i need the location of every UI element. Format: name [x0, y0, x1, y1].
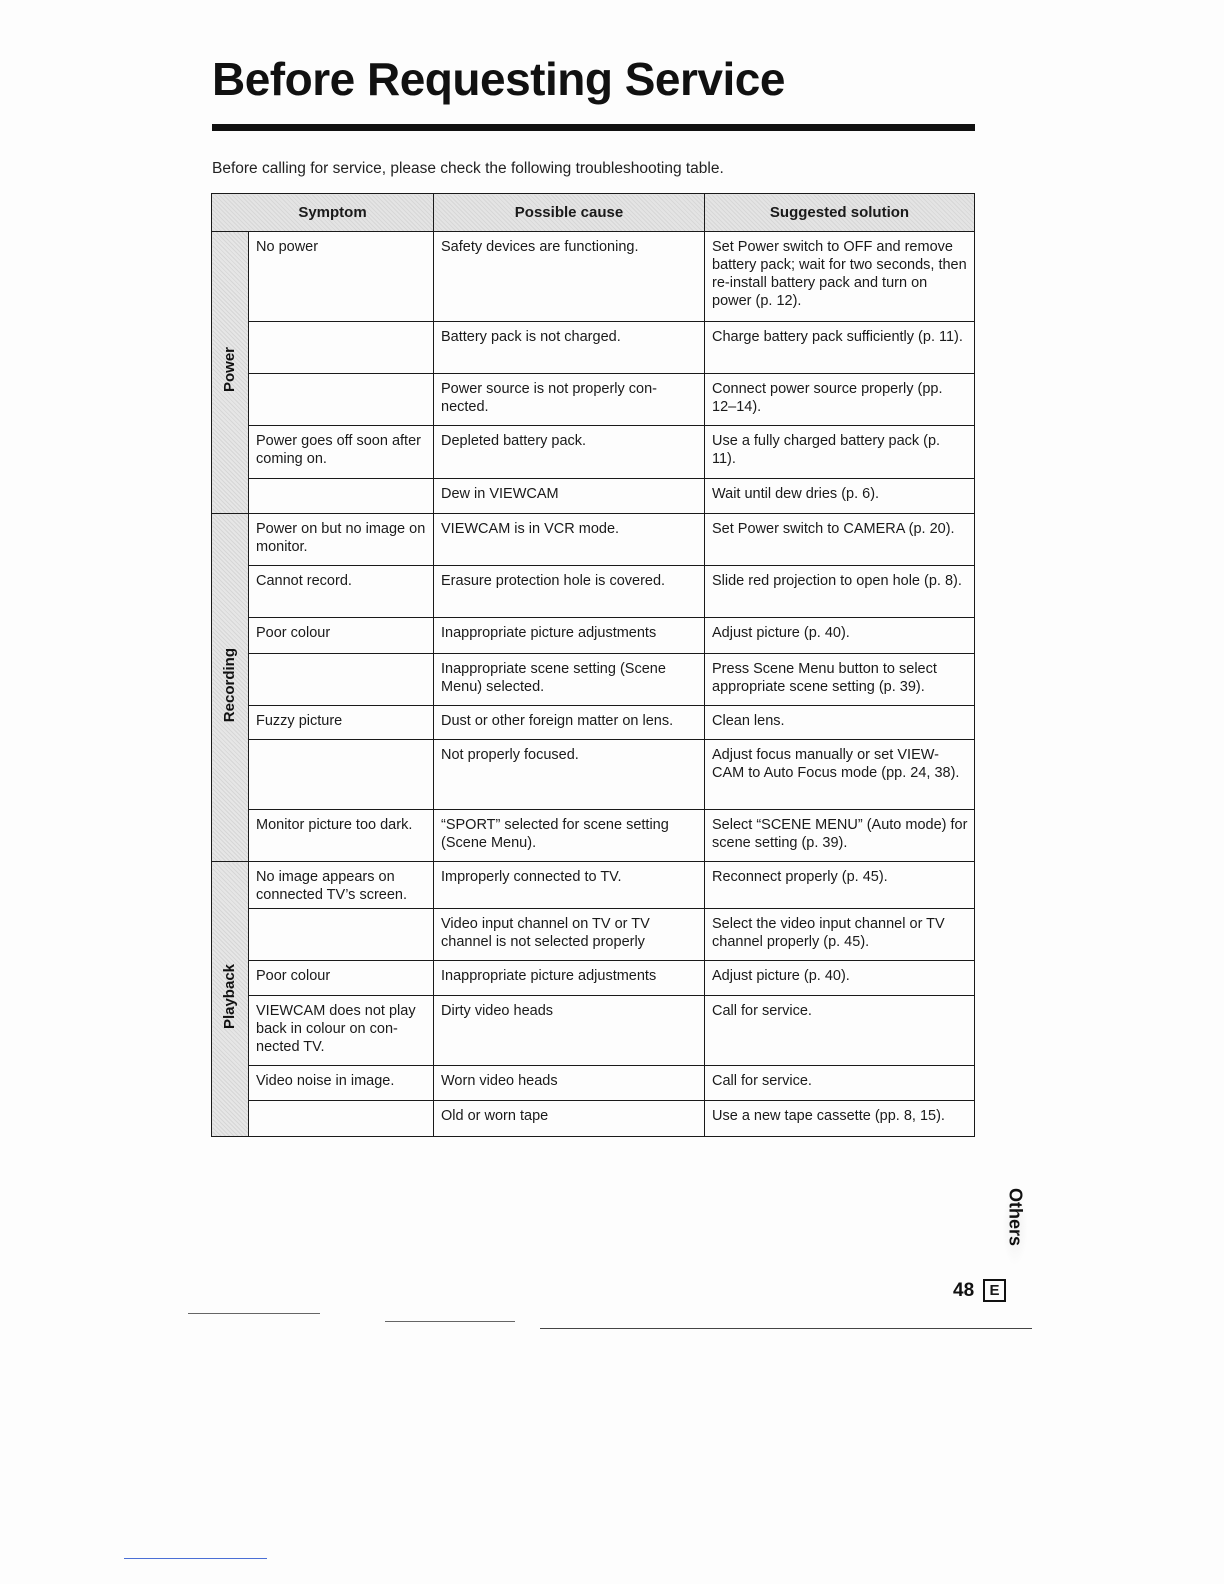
- symptom-cell: [249, 1101, 434, 1137]
- cause-cell: Inappropriate picture adjustments: [434, 961, 705, 996]
- solution-cell: Adjust focus manually or set VIEW-CAM to Auto Focus mode (pp. 24, 38).: [705, 740, 975, 810]
- table-row: [212, 961, 975, 996]
- table-row: [212, 426, 975, 479]
- table-row: [212, 810, 975, 862]
- symptom-cell: Video noise in image.: [249, 1066, 434, 1101]
- solution-cell: Use a fully charged battery pack (p. 11).: [705, 426, 975, 479]
- solution-cell: Adjust picture (p. 40).: [705, 618, 975, 654]
- cause-cell: Old or worn tape: [434, 1101, 705, 1137]
- cause-cell: Depleted battery pack.: [434, 426, 705, 479]
- solution-cell: Connect power source properly (pp. 12–14).: [705, 374, 975, 426]
- symptom-cell: [249, 740, 434, 810]
- intro-text: Before calling for service, please check the following troubleshooting table.: [212, 160, 724, 177]
- cause-cell: Dirty video heads: [434, 996, 705, 1066]
- section-recording: [212, 514, 249, 862]
- cause-cell: Battery pack is not charged.: [434, 322, 705, 374]
- solution-cell: Call for service.: [705, 1066, 975, 1101]
- header-symptom-label: Symptom: [298, 203, 367, 221]
- scan-artifact-line: [540, 1328, 1032, 1329]
- table-row: [212, 566, 975, 618]
- solution-cell: Reconnect properly (p. 45).: [705, 862, 975, 909]
- troubleshooting-table: [211, 193, 975, 1137]
- language-badge: E: [983, 1279, 1006, 1302]
- cause-cell: Inappropriate scene setting (Scene Menu) selected.: [434, 654, 705, 706]
- table-row: [212, 706, 975, 740]
- scan-artifact-line: [124, 1558, 267, 1559]
- table-row: [212, 654, 975, 706]
- solution-cell: Select “SCENE MENU” (Auto mode) for scene setting (p. 39).: [705, 810, 975, 862]
- section-playback: [212, 862, 249, 1137]
- section-tab: [1002, 1188, 1028, 1266]
- cause-cell: VIEWCAM is in VCR mode.: [434, 514, 705, 566]
- cause-cell: Safety devices are functioning.: [434, 232, 705, 322]
- cause-cell: Improperly connected to TV.: [434, 862, 705, 909]
- solution-cell: Set Power switch to OFF and remove battery pack; wait for two seconds, then re-install battery pack and turn on power (p. 12).: [705, 232, 975, 322]
- symptom-cell: [249, 909, 434, 961]
- symptom-cell: Monitor picture too dark.: [249, 810, 434, 862]
- solution-cell: Set Power switch to CAMERA (p. 20).: [705, 514, 975, 566]
- table-row: [212, 1101, 975, 1137]
- symptom-cell: No image appears on connected TV’s screen.: [249, 862, 434, 909]
- cause-cell: “SPORT” selected for scene setting (Scene Menu).: [434, 810, 705, 862]
- section-power: [212, 232, 249, 514]
- solution-cell: Clean lens.: [705, 706, 975, 740]
- solution-cell: Press Scene Menu button to select appropriate scene setting (p. 39).: [705, 654, 975, 706]
- cause-cell: Erasure protection hole is covered.: [434, 566, 705, 618]
- cause-cell: Worn video heads: [434, 1066, 705, 1101]
- scan-artifact-line: [188, 1313, 320, 1314]
- cause-cell: Inappropriate picture adjustments: [434, 618, 705, 654]
- cause-cell: Video input channel on TV or TV channel is not selected properly: [434, 909, 705, 961]
- header-solution: Suggested solution: [705, 194, 975, 232]
- solution-cell: Select the video input channel or TV channel properly (p. 45).: [705, 909, 975, 961]
- solution-cell: Call for service.: [705, 996, 975, 1066]
- table-row: [212, 862, 975, 909]
- symptom-cell: Fuzzy picture: [249, 706, 434, 740]
- table-row: [212, 374, 975, 426]
- cause-cell: Dew in VIEWCAM: [434, 479, 705, 514]
- solution-cell: Charge battery pack sufficiently (p. 11).: [705, 322, 975, 374]
- symptom-cell: [249, 654, 434, 706]
- page-number: 48: [953, 1280, 975, 1301]
- table-row: [212, 232, 975, 322]
- cause-cell: Dust or other foreign matter on lens.: [434, 706, 705, 740]
- table-row: [212, 740, 975, 810]
- symptom-cell: Poor colour: [249, 961, 434, 996]
- table-row: [212, 618, 975, 654]
- symptom-cell: Power on but no image on monitor.: [249, 514, 434, 566]
- header-symptom: [212, 194, 434, 232]
- table-row: [212, 322, 975, 374]
- solution-cell: Wait until dew dries (p. 6).: [705, 479, 975, 514]
- title-rule: [212, 124, 975, 131]
- symptom-cell: No power: [249, 232, 434, 322]
- page-title: Before Requesting Service: [212, 53, 785, 105]
- table-header-row: [212, 194, 975, 232]
- table-row: [212, 1066, 975, 1101]
- table-row: [212, 996, 975, 1066]
- section-power-label: Power: [221, 347, 238, 393]
- cause-cell: Not properly focused.: [434, 740, 705, 810]
- section-tab-label: Others: [1005, 1188, 1026, 1247]
- solution-cell: Use a new tape cassette (pp. 8, 15).: [705, 1101, 975, 1137]
- symptom-cell: [249, 374, 434, 426]
- header-cause: Possible cause: [434, 194, 705, 232]
- solution-cell: Adjust picture (p. 40).: [705, 961, 975, 996]
- table-row: [212, 479, 975, 514]
- cause-cell: Power source is not properly con-nected.: [434, 374, 705, 426]
- symptom-cell: VIEWCAM does not play back in colour on con-nected TV.: [249, 996, 434, 1066]
- symptom-cell: Poor colour: [249, 618, 434, 654]
- symptom-cell: Cannot record.: [249, 566, 434, 618]
- solution-cell: Slide red projection to open hole (p. 8).: [705, 566, 975, 618]
- table-row: [212, 909, 975, 961]
- table-row: [212, 514, 975, 566]
- symptom-cell: [249, 322, 434, 374]
- symptom-cell: [249, 479, 434, 514]
- symptom-cell: Power goes off soon after coming on.: [249, 426, 434, 479]
- scan-artifact-line: [385, 1321, 515, 1322]
- section-recording-label: Recording: [221, 647, 238, 723]
- section-playback-label: Playback: [221, 963, 238, 1030]
